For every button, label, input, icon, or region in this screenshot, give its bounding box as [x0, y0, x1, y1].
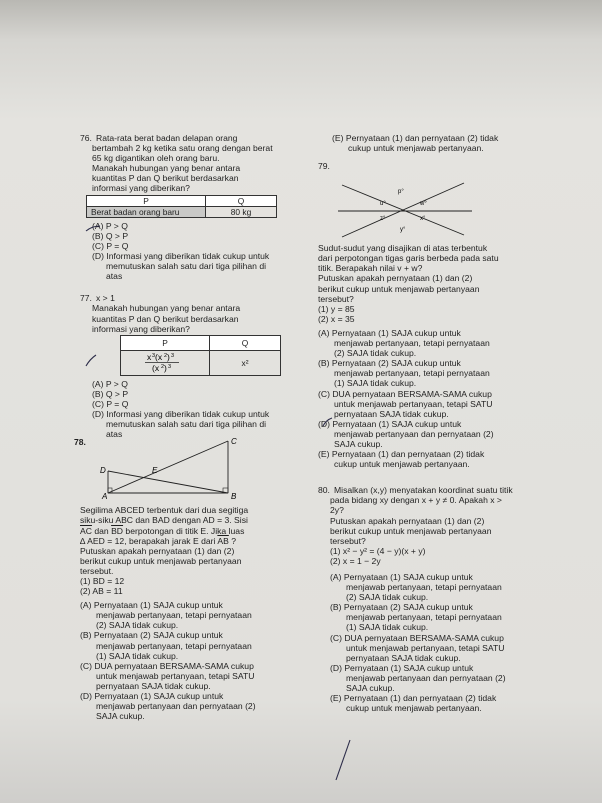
- option-a-label: (2) SAJA tidak cukup.: [96, 620, 179, 631]
- option-d-label: atas: [106, 429, 123, 440]
- option-b[interactable]: [318, 358, 590, 388]
- option-c-label: (C) DUA pernyataan BERSAMA-SAMA cukup: [318, 388, 492, 399]
- option-d-label: SAJA cukup.: [96, 711, 145, 722]
- question-78: [74, 437, 302, 722]
- angle-u: u°: [380, 201, 386, 208]
- option-a[interactable]: [318, 572, 590, 602]
- segment-ac: [108, 441, 228, 493]
- option-d-label: SAJA cukup.: [334, 438, 383, 449]
- option-c-label: (C) DUA pernyataan BERSAMA-SAMA cukup: [330, 632, 504, 643]
- statement-1: (1) y = 85: [318, 303, 355, 314]
- question-condition: x > 1: [96, 293, 115, 304]
- option-d[interactable]: [318, 663, 590, 693]
- option-b-label: menjawab pertanyaan, tetapi pernyataan: [346, 612, 502, 623]
- option-b-label: (B) Pernyataan (2) SAJA cukup untuk: [80, 630, 223, 641]
- option-e-label: (E) Pernyataan (1) dan pernyataan (2) tidak: [330, 693, 497, 704]
- option-d-label: menjawab pertanyaan dan pernyataan (2): [346, 672, 506, 683]
- text-fragment: dan: [91, 525, 112, 536]
- question-text: [80, 536, 302, 546]
- option-b[interactable]: [80, 231, 302, 241]
- option-c-label: untuk menjawab pertanyaan, tetapi SATU: [96, 670, 255, 681]
- svg-text:(x: (x: [152, 362, 160, 373]
- option-b-label: (B) Pernyataan (2) SAJA cukup untuk: [330, 602, 473, 613]
- question-number: 78.: [74, 437, 86, 448]
- question-79: [318, 161, 590, 469]
- question-number: 79.: [318, 161, 330, 172]
- statement-1: (1) BD = 12: [80, 576, 125, 586]
- question-text: Putuskan apakah pernyataan (1) dan (2): [80, 545, 235, 556]
- option-d-label: (D) Pernyataan (1) SAJA cukup untuk: [80, 691, 224, 702]
- question-text: bertambah 2 kg ketika satu orang dengan berat: [92, 143, 273, 154]
- option-d[interactable]: [80, 251, 302, 281]
- question-text: titik. Berapakah nilai v + w?: [318, 263, 423, 274]
- option-b-label: (B) Q > P: [92, 230, 129, 241]
- svg-text:3: 3: [152, 352, 156, 359]
- option-a-label: (A) P > Q: [92, 220, 128, 231]
- question-number: 80.: [318, 485, 330, 496]
- option-d-label: menjawab pertanyaan dan pernyataan (2): [96, 701, 256, 712]
- option-b[interactable]: [318, 602, 590, 632]
- question-number: 76.: [80, 133, 92, 143]
- option-e-q78[interactable]: [318, 133, 590, 153]
- question-text: Misalkan (x,y) menyatakan koordinat suatu titik: [334, 485, 513, 496]
- table-cell-q: 80 kg: [206, 206, 277, 217]
- option-e-label: cukup untuk menjawab pertanyaan.: [346, 703, 482, 714]
- option-a[interactable]: [80, 600, 302, 630]
- label-d: D: [100, 466, 106, 476]
- statement-1: (1) x² − y² = (4 − y)(x + y): [330, 545, 426, 556]
- option-b[interactable]: [80, 630, 302, 660]
- question-text: informasi yang diberikan?: [92, 183, 190, 194]
- option-c[interactable]: [318, 633, 590, 663]
- segment-label: $\overline{AB}$: [217, 535, 229, 546]
- text-fragment: ?: [228, 535, 236, 546]
- option-a[interactable]: [318, 328, 590, 358]
- option-b[interactable]: [80, 389, 302, 399]
- label-b: B: [231, 492, 237, 500]
- question-text: kuantitas P dan Q berikut berdasarkan: [92, 313, 239, 324]
- option-d-label: (D) Informasi yang diberikan tidak cukup untuk: [92, 251, 270, 262]
- option-b-label: (B) Pernyataan (2) SAJA cukup untuk: [318, 358, 461, 369]
- angle-y: y°: [400, 227, 406, 234]
- quantity-table: [86, 195, 277, 218]
- question-text: 65 kg digantikan oleh orang baru.: [92, 153, 220, 164]
- option-c-label: untuk menjawab pertanyaan, tetapi SATU: [334, 398, 493, 409]
- table-header-p: P: [121, 335, 210, 350]
- question-text: Segilima ABCED terbentuk dari dua segitiga: [80, 505, 249, 516]
- svg-text:x: x: [147, 351, 152, 362]
- option-d-label: (D) Informasi yang diberikan tidak cukup untuk: [92, 409, 270, 420]
- option-a-label: (A) P > Q: [92, 378, 128, 389]
- option-b-label: (1) SAJA tidak cukup.: [346, 622, 429, 633]
- option-c-label: untuk menjawab pertanyaan, tetapi SATU: [346, 642, 505, 653]
- option-d-label: memutuskan salah satu dari tiga pilihan di: [106, 419, 267, 430]
- option-d-label: atas: [106, 271, 123, 282]
- label-c: C: [231, 437, 237, 447]
- option-a-label: menjawab pertanyaan, tetapi pernyataan: [346, 582, 502, 593]
- option-b-label: (B) Q > P: [92, 388, 129, 399]
- option-c-label: pernyataan SAJA tidak cukup.: [334, 408, 449, 419]
- question-text: tersebut?: [318, 293, 354, 304]
- option-a-label: menjawab pertanyaan, tetapi pernyataan: [96, 610, 252, 621]
- left-column: [74, 133, 302, 725]
- option-c-label: (C) P = Q: [92, 398, 129, 409]
- question-text: Putuskan apakah pernyataan (1) dan (2): [318, 273, 473, 284]
- statement-2: (2) AB = 11: [80, 586, 123, 597]
- right-column: [318, 133, 590, 717]
- angle-z: z°: [380, 216, 386, 223]
- question-text: 2y?: [330, 505, 344, 516]
- option-a[interactable]: [80, 221, 302, 231]
- angle-p: p°: [398, 189, 404, 196]
- option-a-label: (A) Pernyataan (1) SAJA cukup untuk: [80, 600, 223, 611]
- svg-text:2: 2: [164, 352, 168, 359]
- option-b-label: menjawab pertanyaan, tetapi pernyataan: [96, 640, 252, 651]
- question-text: pada bidang xy dengan x + y ≠ 0. Apakah x >: [330, 495, 502, 506]
- option-d-label: memutuskan salah satu dari tiga pilihan di: [106, 261, 267, 272]
- table-header-q: Q: [206, 195, 277, 206]
- option-c-label: pernyataan SAJA tidak cukup.: [346, 652, 461, 663]
- fraction-formula: [137, 351, 193, 373]
- question-76: [80, 133, 302, 281]
- question-text: dari perpotongan tigas garis berbeda pada satu: [318, 253, 499, 264]
- option-e-label: cukup untuk menjawab pertanyaan.: [334, 459, 470, 470]
- option-d-label: (D) Pernyataan (1) SAJA cukup untuk: [330, 662, 474, 673]
- option-e[interactable]: [318, 693, 590, 713]
- question-text: berikut cukup untuk menjawab pertanyaan: [330, 525, 492, 536]
- question-text: Putuskan apakah pernyataan (1) dan (2): [330, 515, 485, 526]
- svg-text:3: 3: [168, 363, 172, 370]
- option-c-label: (C) DUA pernyataan BERSAMA-SAMA cukup: [80, 660, 254, 671]
- question-text: siku-siku ABC dan BAD dengan AD = 3. Sisi: [80, 515, 248, 526]
- option-e-label: (E) Pernyataan (1) dan pernyataan (2) tidak: [318, 449, 485, 460]
- option-a-label: (2) SAJA tidak cukup.: [346, 592, 429, 603]
- option-d-label: (D) Pernyataan (1) SAJA cukup untuk: [318, 418, 462, 429]
- question-text: Manakah hubungan yang benar antara: [92, 163, 241, 174]
- intersecting-lines-figure: [338, 175, 478, 245]
- svg-text:(x: (x: [155, 351, 163, 362]
- question-text: berikut cukup untuk menjawab pertanyaan: [80, 555, 242, 566]
- svg-text:): ): [167, 351, 170, 362]
- table-header-p: P: [87, 195, 206, 206]
- option-c[interactable]: [318, 389, 590, 419]
- option-e-label: cukup untuk menjawab pertanyaan.: [348, 143, 484, 154]
- text-fragment: berpotongan di titik E. Jika luas: [123, 525, 245, 536]
- option-a-label: menjawab pertanyaan, tetapi pernyataan: [334, 338, 490, 349]
- question-text: berikut cukup untuk menjawab pertanyaan: [318, 283, 480, 294]
- svg-text:2: 2: [161, 363, 165, 370]
- question-text: tersebut.: [80, 565, 114, 576]
- option-b-label: (1) SAJA tidak cukup.: [96, 650, 179, 661]
- question-text: Sudut-sudut yang disajikan di atas terbentuk: [318, 243, 488, 254]
- angle-x: x°: [420, 216, 426, 223]
- option-a-label: (A) Pernyataan (1) SAJA cukup untuk: [318, 327, 461, 338]
- option-b-label: (1) SAJA tidak cukup.: [334, 378, 417, 389]
- table-cell-p: Berat badan orang baru: [87, 206, 206, 217]
- option-d[interactable]: [318, 419, 590, 449]
- label-a: A: [102, 492, 108, 500]
- option-b-label: menjawab pertanyaan, tetapi pernyataan: [334, 368, 490, 379]
- option-d[interactable]: [80, 691, 302, 721]
- statement-2: (2) x = 1 − 2y: [330, 555, 381, 566]
- question-text: [80, 526, 302, 536]
- option-c[interactable]: [80, 661, 302, 691]
- svg-text:3: 3: [171, 352, 175, 359]
- label-e: E: [152, 466, 158, 476]
- option-c-label: (C) P = Q: [92, 240, 129, 251]
- question-77: [80, 293, 302, 439]
- pentagon-figure: [100, 435, 280, 499]
- question-number: 77.: [80, 293, 92, 304]
- option-e[interactable]: [318, 449, 590, 469]
- angle-w: w°: [420, 201, 427, 208]
- svg-text:): ): [164, 362, 167, 373]
- segment-label: $\overline{AC}$: [80, 525, 92, 536]
- table-header-q: Q: [210, 335, 281, 350]
- table-cell-q: x²: [210, 350, 281, 375]
- option-a[interactable]: [80, 379, 302, 389]
- question-text: informasi yang diberikan?: [92, 323, 190, 334]
- answer-mark-80-icon: [336, 740, 350, 780]
- option-a-label: (A) Pernyataan (1) SAJA cukup untuk: [330, 572, 473, 582]
- option-d-label: menjawab pertanyaan dan pernyataan (2): [334, 428, 494, 439]
- table-cell-p-formula: [121, 350, 210, 375]
- option-a-label: (2) SAJA tidak cukup.: [334, 348, 417, 359]
- question-80: [318, 485, 590, 713]
- option-c[interactable]: [80, 399, 302, 409]
- question-text: Manakah hubungan yang benar antara: [92, 303, 241, 314]
- option-d-label: SAJA cukup.: [346, 683, 395, 694]
- question-text: tersebut?: [330, 535, 366, 546]
- question-text: Rata-rata berat badan delapan orang: [96, 133, 238, 143]
- option-e-label: (E) Pernyataan (1) dan pernyataan (2) tidak: [332, 133, 499, 143]
- statement-2: (2) x = 35: [318, 313, 355, 324]
- option-c[interactable]: [80, 241, 302, 251]
- quantity-table: [120, 335, 281, 376]
- segment-bd: [108, 471, 228, 493]
- segment-label: $\overline{BD}$: [111, 525, 124, 536]
- option-c-label: pernyataan SAJA tidak cukup.: [96, 680, 211, 691]
- text-fragment: ∆ AED = 12, berapakah jarak E dari: [80, 535, 218, 546]
- question-text: kuantitas P dan Q berikut berdasarkan: [92, 173, 239, 184]
